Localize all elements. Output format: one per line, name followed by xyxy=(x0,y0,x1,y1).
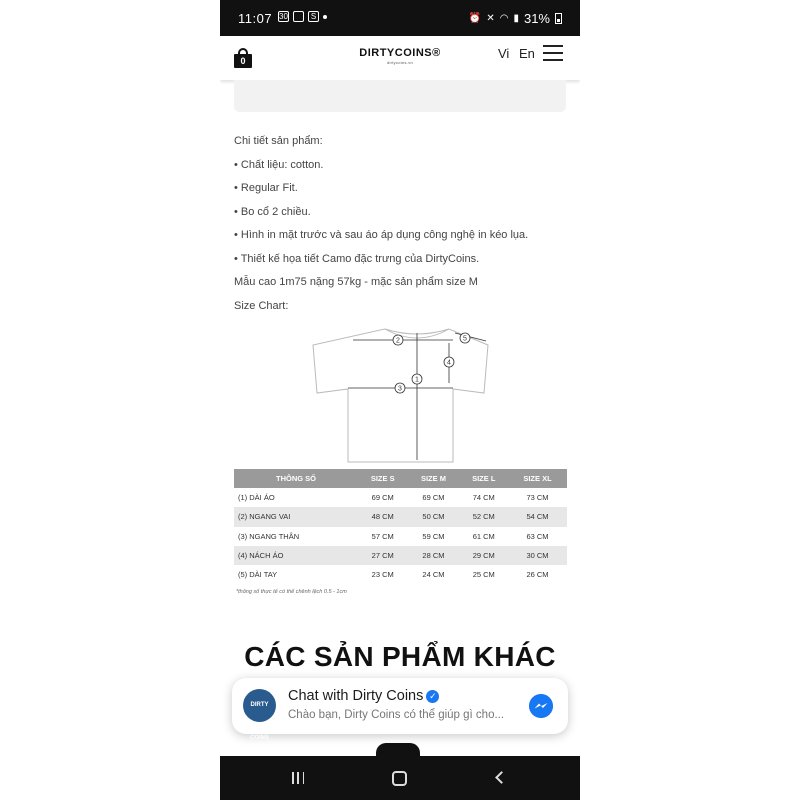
logo-text: DIRTYCOINS® xyxy=(359,47,441,59)
table-cell: 28 CM xyxy=(407,546,459,565)
size-table-header xyxy=(234,469,567,488)
chat-widget[interactable] xyxy=(232,678,568,741)
table-cell: 27 CM xyxy=(358,546,407,565)
table-cell: 52 CM xyxy=(459,507,508,526)
chat-preview: Chào bạn, Dirty Coins có thể giúp gì cho... xyxy=(288,709,505,721)
more-notif-icon xyxy=(323,15,327,19)
size-footnote: *thông số thực tế có thể chênh lệch 0.5 - 1cm xyxy=(236,589,347,595)
logo-subtext: dirtycoins.vn xyxy=(386,60,414,65)
table-cell: (2) NGANG VAI xyxy=(234,507,358,526)
table-cell: (1) DÀI ÁO xyxy=(238,493,275,503)
table-cell: 30 CM xyxy=(508,546,567,565)
table-cell: (3) NGANG THÂN xyxy=(238,531,300,541)
table-row xyxy=(234,488,567,507)
table-row xyxy=(234,546,567,565)
table-cell: 25 CM xyxy=(472,570,495,580)
calendar-notif-icon: 30 xyxy=(279,12,288,21)
details-design: • Thiết kế họa tiết Camo đặc trưng của DirtyCoins. xyxy=(234,252,480,265)
table-cell: 57 CM xyxy=(371,531,394,541)
size-chart-label: Size Chart: xyxy=(234,299,289,312)
table-cell: 69 CM xyxy=(371,493,394,503)
system-icons xyxy=(469,11,562,26)
details-model: Mẫu cao 1m75 nặng 57kg - mặc sản phẩm size M xyxy=(234,276,478,288)
table-row xyxy=(234,565,567,584)
product-details xyxy=(234,130,574,318)
phone-screen xyxy=(220,0,580,800)
marker-5-label: 5 xyxy=(463,335,467,343)
product-thumbnail[interactable] xyxy=(376,743,420,757)
table-cell: (5) DÀI TAY xyxy=(238,570,278,580)
lang-en-link[interactable]: En xyxy=(519,46,535,61)
cart-button[interactable] xyxy=(234,48,252,66)
col-spec: THÔNG SỐ xyxy=(234,469,358,488)
size-table xyxy=(234,469,567,584)
verified-badge-icon: ✓ xyxy=(426,690,439,703)
messenger-icon[interactable] xyxy=(529,694,553,718)
details-collar: • Bo cổ 2 chiều. xyxy=(234,205,311,218)
notification-icons xyxy=(278,11,327,22)
status-time: 11:07 xyxy=(238,11,273,26)
chat-title-text: Chat with Dirty Coins xyxy=(288,688,424,704)
table-cell: 74 CM xyxy=(472,493,495,503)
table-cell: 26 CM xyxy=(526,570,549,580)
table-cell: (4) NÁCH ÁO xyxy=(234,546,358,565)
chat-title xyxy=(288,688,439,704)
details-fit: • Regular Fit. xyxy=(234,182,298,194)
back-icon[interactable] xyxy=(495,771,508,784)
wifi-icon: ◠ xyxy=(499,13,509,24)
mute-icon: ✕ xyxy=(486,13,495,24)
marker-1-label: 1 xyxy=(415,376,419,384)
table-cell: 29 CM xyxy=(459,546,508,565)
battery-percent: 31% xyxy=(523,11,550,26)
chat-avatar: DIRTY COINS xyxy=(243,689,276,722)
col-size-s: SIZE S xyxy=(358,469,407,488)
table-row xyxy=(234,507,567,526)
table-cell: 23 CM xyxy=(371,570,394,580)
table-row xyxy=(234,527,567,546)
details-material: • Chất liệu: cotton. xyxy=(234,158,324,171)
signal-icon: ▮ xyxy=(513,13,519,24)
site-logo[interactable] xyxy=(355,47,445,65)
alarm-icon: ⏰ xyxy=(468,13,482,24)
cart-count: 0 xyxy=(234,54,252,68)
tshirt-outline xyxy=(313,329,488,462)
details-heading: Chi tiết sản phẩm: xyxy=(234,135,323,147)
recents-icon[interactable] xyxy=(292,772,304,784)
home-icon[interactable] xyxy=(392,771,407,786)
col-size-xl: SIZE XL xyxy=(508,469,567,488)
col-size-m: SIZE M xyxy=(407,469,459,488)
site-header xyxy=(220,36,580,80)
s-notif-icon: S xyxy=(308,11,319,22)
table-cell: 48 CM xyxy=(358,507,407,526)
table-cell: 69 CM xyxy=(422,493,445,503)
table-cell: 63 CM xyxy=(526,531,549,541)
other-products-heading: CÁC SẢN PHẨM KHÁC xyxy=(244,641,556,672)
table-cell: 59 CM xyxy=(422,531,445,541)
marker-3-label: 3 xyxy=(398,385,402,393)
table-cell: 54 CM xyxy=(508,507,567,526)
marker-4-label: 4 xyxy=(447,359,451,367)
product-info-box xyxy=(234,80,566,112)
table-cell: 61 CM xyxy=(472,531,495,541)
table-cell: 50 CM xyxy=(407,507,459,526)
table-cell: 73 CM xyxy=(526,493,549,503)
android-nav-bar xyxy=(220,756,580,800)
battery-icon xyxy=(555,13,562,24)
gallery-notif-icon xyxy=(293,11,304,22)
hamburger-menu-icon[interactable] xyxy=(543,45,563,61)
lang-vi-link[interactable]: Vi xyxy=(498,46,510,61)
status-bar xyxy=(220,0,580,36)
col-size-l: SIZE L xyxy=(459,469,508,488)
tshirt-size-diagram xyxy=(310,325,500,465)
details-print: • Hình in mặt trước và sau áo áp dụng công nghệ in kéo lụa. xyxy=(234,229,529,241)
table-cell: 24 CM xyxy=(422,570,445,580)
marker-2-label: 2 xyxy=(396,337,400,345)
